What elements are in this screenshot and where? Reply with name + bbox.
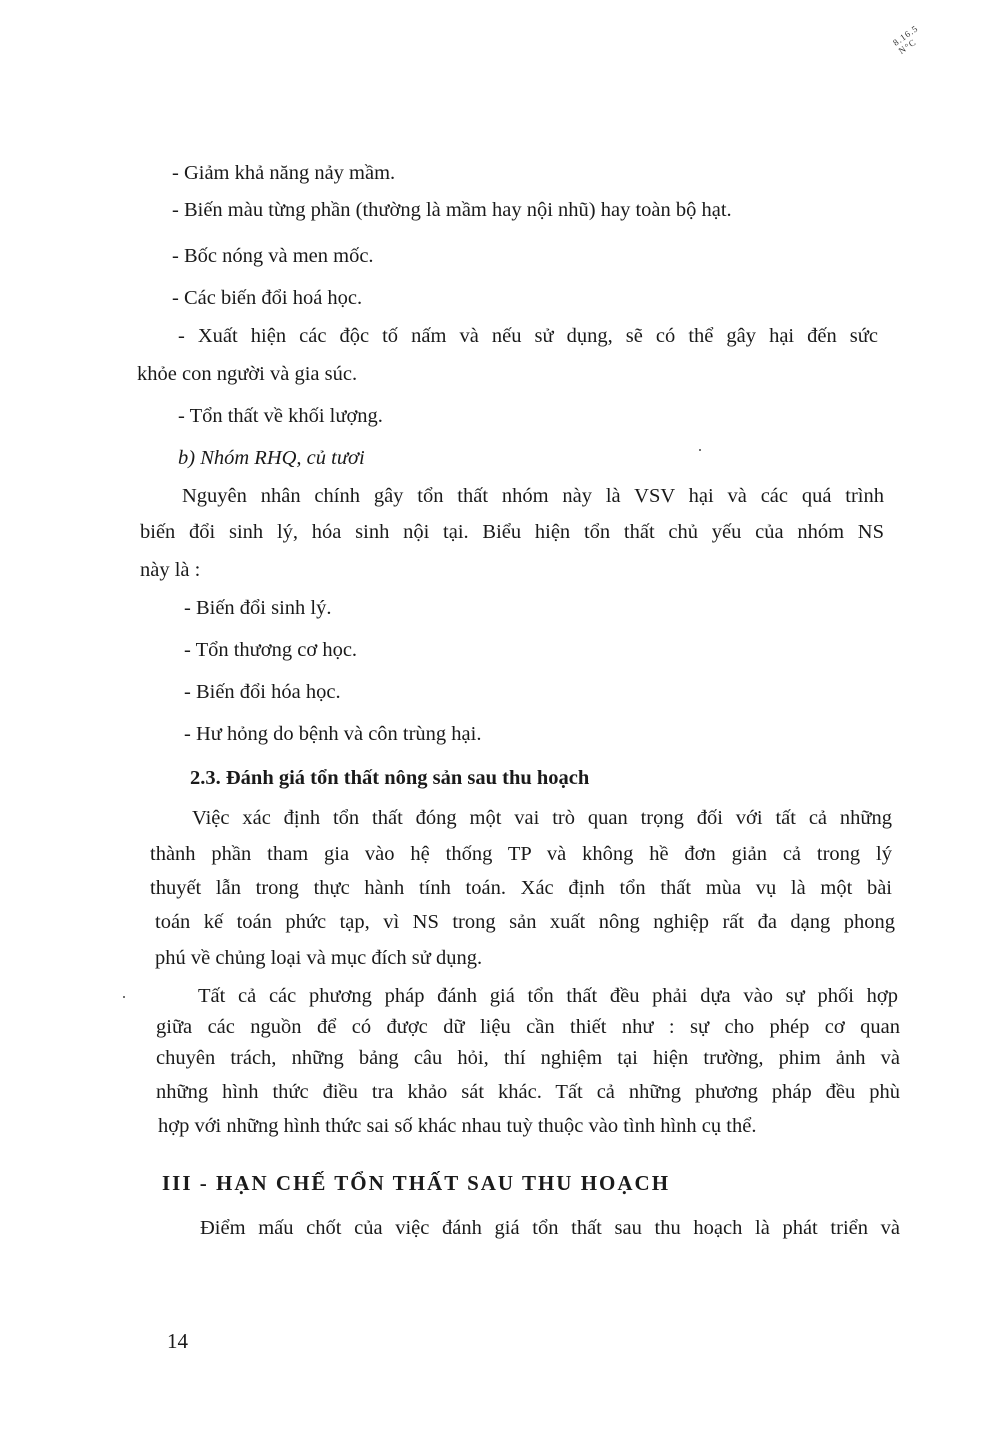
paragraph-line: Tất cả các phương pháp đánh giá tổn thất đều phải dựa vào sự phối hợp: [198, 985, 898, 1007]
section-heading: 2.3. Đánh giá tổn thất nông sản sau thu hoạch: [190, 767, 590, 789]
bullet-continuation: khỏe con người và gia súc.: [137, 363, 358, 385]
page-number: 14: [167, 1329, 188, 1353]
bullet-line: - Tổn thất về khối lượng.: [178, 405, 383, 427]
chapter-heading: III - HẠN CHẾ TỔN THẤT SAU THU HOẠCH: [162, 1171, 671, 1195]
paragraph-line: thành phần tham gia vào hệ thống TP và không hề đơn giản cả trong lý: [150, 843, 892, 865]
scan-speck: [123, 996, 125, 998]
scan-speck: [699, 449, 701, 451]
paragraph-line: Việc xác định tổn thất đóng một vai trò quan trọng đối với tất cả những: [192, 807, 892, 829]
paragraph-line: chuyên trách, những bảng câu hỏi, thí nghiệm tại hiện trường, phim ảnh và: [156, 1047, 900, 1069]
paragraph-line: những hình thức điều tra khảo sát khác. Tất cả những phương pháp đều phù: [156, 1081, 900, 1103]
bullet-line: - Các biến đổi hoá học.: [172, 287, 363, 309]
paragraph-line: phú về chủng loại và mục đích sử dụng.: [155, 947, 483, 969]
bullet-line: - Biến màu từng phần (thường là mầm hay nội nhũ) hay toàn bộ hạt.: [172, 199, 732, 221]
bullet-line: - Xuất hiện các độc tố nấm và nếu sử dụng, sẽ có thể gây hại đến sức: [178, 325, 878, 347]
subheading-b: b) Nhóm RHQ, củ tươi: [178, 447, 365, 469]
paragraph-line: Điểm mấu chốt của việc đánh giá tổn thất sau thu hoạch là phát triển và: [200, 1217, 900, 1239]
paragraph-line: toán kế toán phức tạp, vì NS trong sản xuất nông nghiệp rất đa dạng phong: [155, 911, 895, 933]
paragraph-line: biến đổi sinh lý, hóa sinh nội tại. Biểu hiện tổn thất chủ yếu của nhóm NS: [140, 521, 884, 543]
bullet-line: - Giảm khả năng nảy mầm.: [172, 162, 396, 184]
bullet-line: - Hư hỏng do bệnh và côn trùng hại.: [184, 723, 482, 745]
bullet-line: - Biến đổi sinh lý.: [184, 597, 332, 619]
bullet-line: - Tổn thương cơ học.: [184, 639, 358, 661]
bullet-line: - Bốc nóng và men mốc.: [172, 245, 374, 267]
paragraph-line: thuyết lẫn trong thực hành tính toán. Xác định tổn thất mùa vụ là một bài: [150, 877, 892, 899]
bullet-line: - Biến đổi hóa học.: [184, 681, 341, 703]
paragraph-line: giữa các nguồn để có được dữ liệu cần thiết như : sự cho phép cơ quan: [156, 1016, 900, 1038]
paragraph-line: này là :: [140, 559, 201, 581]
paragraph-line: Nguyên nhân chính gây tổn thất nhóm này là VSV hại và các quá trình: [182, 485, 884, 507]
library-stamp: 8.16.5 N°C: [890, 23, 921, 56]
paragraph-line: hợp với những hình thức sai số khác nhau tuỳ thuộc vào tình hình cụ thể.: [158, 1115, 757, 1137]
